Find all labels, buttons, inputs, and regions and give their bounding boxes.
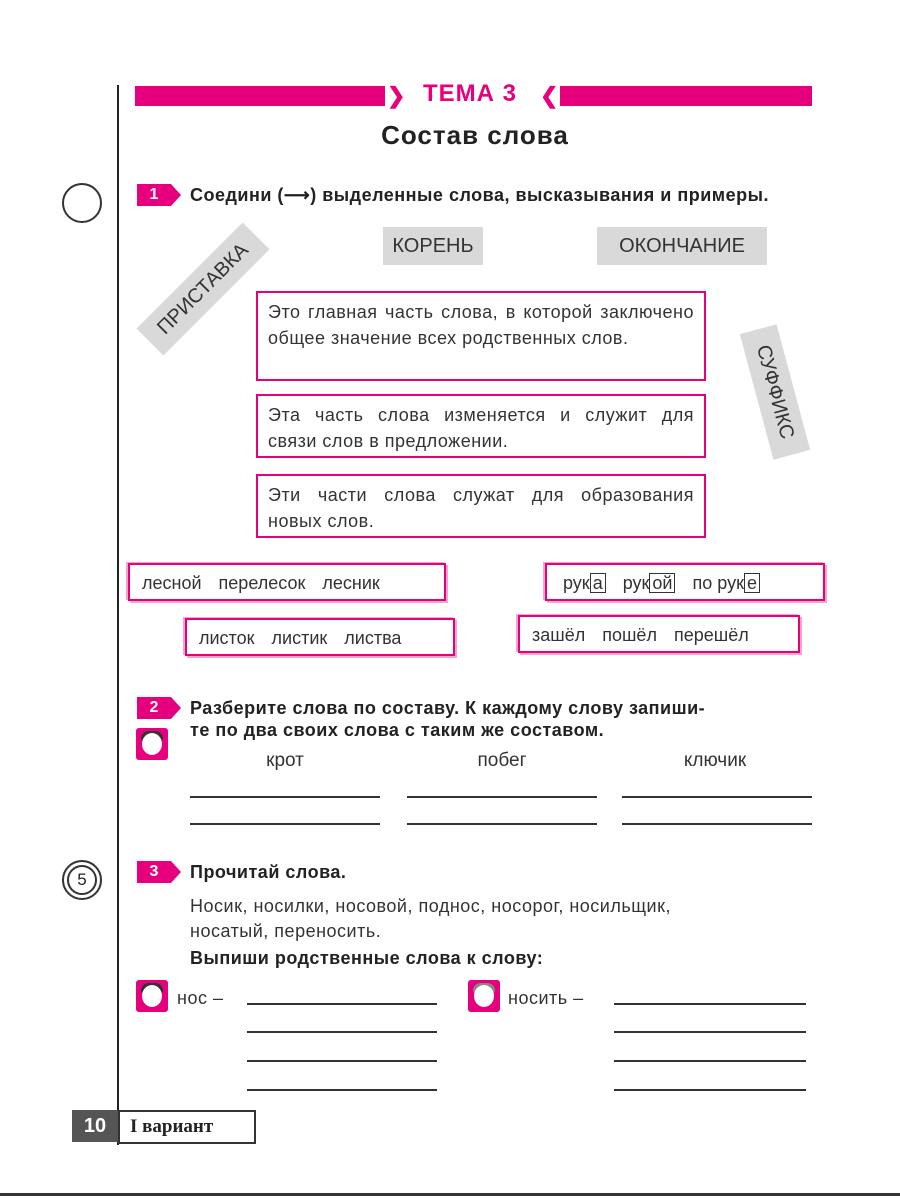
task2-word: крот	[266, 750, 304, 771]
example-word: рук ой	[623, 573, 676, 593]
chevron-left-icon: ❮	[540, 83, 559, 108]
label-ending[interactable]: ОКОНЧАНИЕ	[597, 227, 767, 265]
answer-line[interactable]	[407, 823, 597, 825]
word-nos: нос –	[177, 988, 224, 1008]
theme-title: ТЕМА 3	[422, 80, 517, 107]
task-number-badge: 1	[137, 184, 171, 206]
word-nosit: носить –	[508, 988, 584, 1008]
score-circle-number: 5	[77, 870, 87, 889]
definition-root[interactable]: Это главная часть слова, в которой заключено общее значение всех родственных слов.	[256, 291, 706, 381]
label-root[interactable]: КОРЕНЬ	[383, 227, 483, 265]
answer-line[interactable]	[247, 1089, 437, 1091]
answer-line[interactable]	[407, 796, 597, 798]
ending-marker: е	[744, 573, 760, 593]
example-word: лесник	[322, 573, 380, 593]
label-suffix[interactable]: СУФФИКС	[740, 324, 810, 459]
score-circle-max	[62, 860, 102, 900]
task3-text-line2: носатый, переносить.	[190, 921, 382, 941]
answer-line[interactable]	[247, 1003, 437, 1005]
bottom-border	[0, 1193, 900, 1196]
task-number-badge: 3	[137, 861, 171, 883]
example-word: листок	[199, 628, 255, 648]
example-word: по рук е	[693, 573, 760, 593]
answer-line[interactable]	[614, 1089, 806, 1091]
example-word: лесной	[142, 573, 202, 593]
theme-bar-right	[560, 86, 812, 106]
pair-work-icon	[136, 728, 168, 760]
example-word: пошёл	[602, 625, 657, 645]
ending-marker: а	[590, 573, 606, 593]
definition-affixes[interactable]: Эти части слова служат для образования новых слов.	[256, 474, 706, 538]
example-word: перелесок	[218, 573, 306, 593]
theme-bar-left	[135, 86, 385, 106]
page-title: Состав слова	[381, 120, 569, 150]
ending-marker: ой	[649, 573, 675, 593]
variant-label: I вариант	[118, 1110, 256, 1144]
answer-line[interactable]	[622, 823, 812, 825]
example-word: листик	[271, 628, 328, 648]
answer-line[interactable]	[614, 1003, 806, 1005]
task2-instruction-line1: Разберите слова по составу. К каждому слову запиши-	[190, 698, 706, 718]
example-prefix-words[interactable]	[518, 615, 800, 653]
example-word: перешёл	[673, 625, 749, 645]
task2-word: побег	[477, 750, 527, 771]
margin-line	[117, 85, 119, 1145]
definition-ending[interactable]: Эта часть слова изменяется и служит для связи слов в предложении.	[256, 394, 706, 458]
answer-line[interactable]	[622, 796, 812, 798]
task-number-badge: 2	[137, 697, 171, 719]
task2-word: ключик	[683, 750, 747, 771]
example-suffix-words[interactable]	[185, 618, 455, 656]
task1-instruction: Соедини (⟶) выделенные слова, высказывания и примеры.	[190, 185, 769, 205]
chevron-right-icon: ❯	[387, 83, 406, 108]
task3-sub-instruction: Выпиши родственные слова к слову:	[190, 948, 544, 968]
task3-text-line1: Носик, носилки, носовой, поднос, носорог, носильщик,	[190, 896, 671, 916]
answer-line[interactable]	[247, 1060, 437, 1062]
page-number: 10	[72, 1110, 118, 1142]
example-word: рук а	[563, 573, 606, 593]
girl-icon	[468, 980, 500, 1012]
example-ending-words[interactable]	[545, 563, 825, 601]
example-word: зашёл	[532, 625, 586, 645]
task2-instruction-line2: те по два своих слова с таким же составом.	[190, 720, 605, 740]
label-prefix[interactable]: ПРИСТАВКА	[137, 223, 270, 356]
answer-line[interactable]	[614, 1031, 806, 1033]
boy-icon	[136, 980, 168, 1012]
score-circle-empty	[62, 183, 102, 223]
task3-instruction: Прочитай слова.	[190, 862, 347, 882]
answer-line[interactable]	[190, 796, 380, 798]
example-word: листва	[344, 628, 402, 648]
answer-line[interactable]	[614, 1060, 806, 1062]
answer-line[interactable]	[190, 823, 380, 825]
answer-line[interactable]	[247, 1031, 437, 1033]
example-root-words[interactable]	[128, 563, 446, 601]
